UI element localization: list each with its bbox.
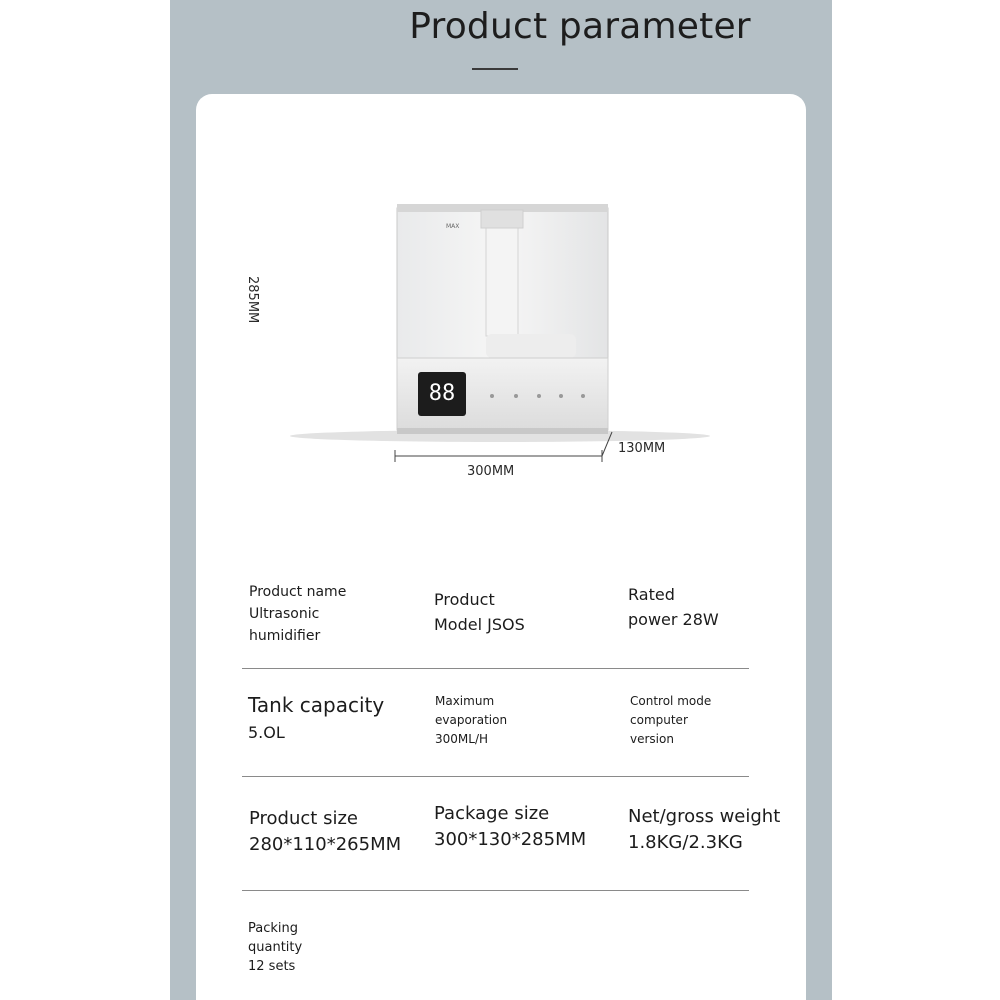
spec-packing-quantity: Packing quantity 12 sets [248,921,303,974]
control-button [581,394,585,398]
row-divider [242,890,749,891]
control-button [559,394,563,398]
spec-max-evaporation: Maximum evaporation 300ML/H [435,694,508,746]
spec-package-size: Package size 300*130*285MM [434,803,587,850]
row-divider [242,668,749,669]
depth-dimension-label: 130MM [618,441,666,456]
spec-product-size: Product size 280*110*265MM [249,808,402,855]
spec-net-gross-weight: Net/gross weight 1.8KG/2.3KG [628,806,781,853]
height-dimension-label: 285MM [245,276,260,324]
mist-nozzle [481,210,523,228]
control-button [537,394,541,398]
page-title: Product parameter [409,6,751,47]
width-dimension-label: 300MM [467,464,515,479]
spec-rated-power: Rated power 28W [628,585,719,629]
spec-product-name: Product name Ultrasonic humidifier [249,584,347,644]
inner-stand [486,334,576,358]
svg-text:MAX: MAX [446,223,460,230]
mist-tube [486,212,518,336]
row-divider [242,776,749,777]
control-button [514,394,518,398]
display-digits: 88 [428,381,456,406]
spec-product-model: Product Model JSOS [434,590,525,634]
control-button [490,394,494,398]
base-foot [397,428,608,434]
spec-tank-capacity: Tank capacity 5.OL [248,693,385,742]
spec-control-mode: Control mode computer version [630,694,712,746]
